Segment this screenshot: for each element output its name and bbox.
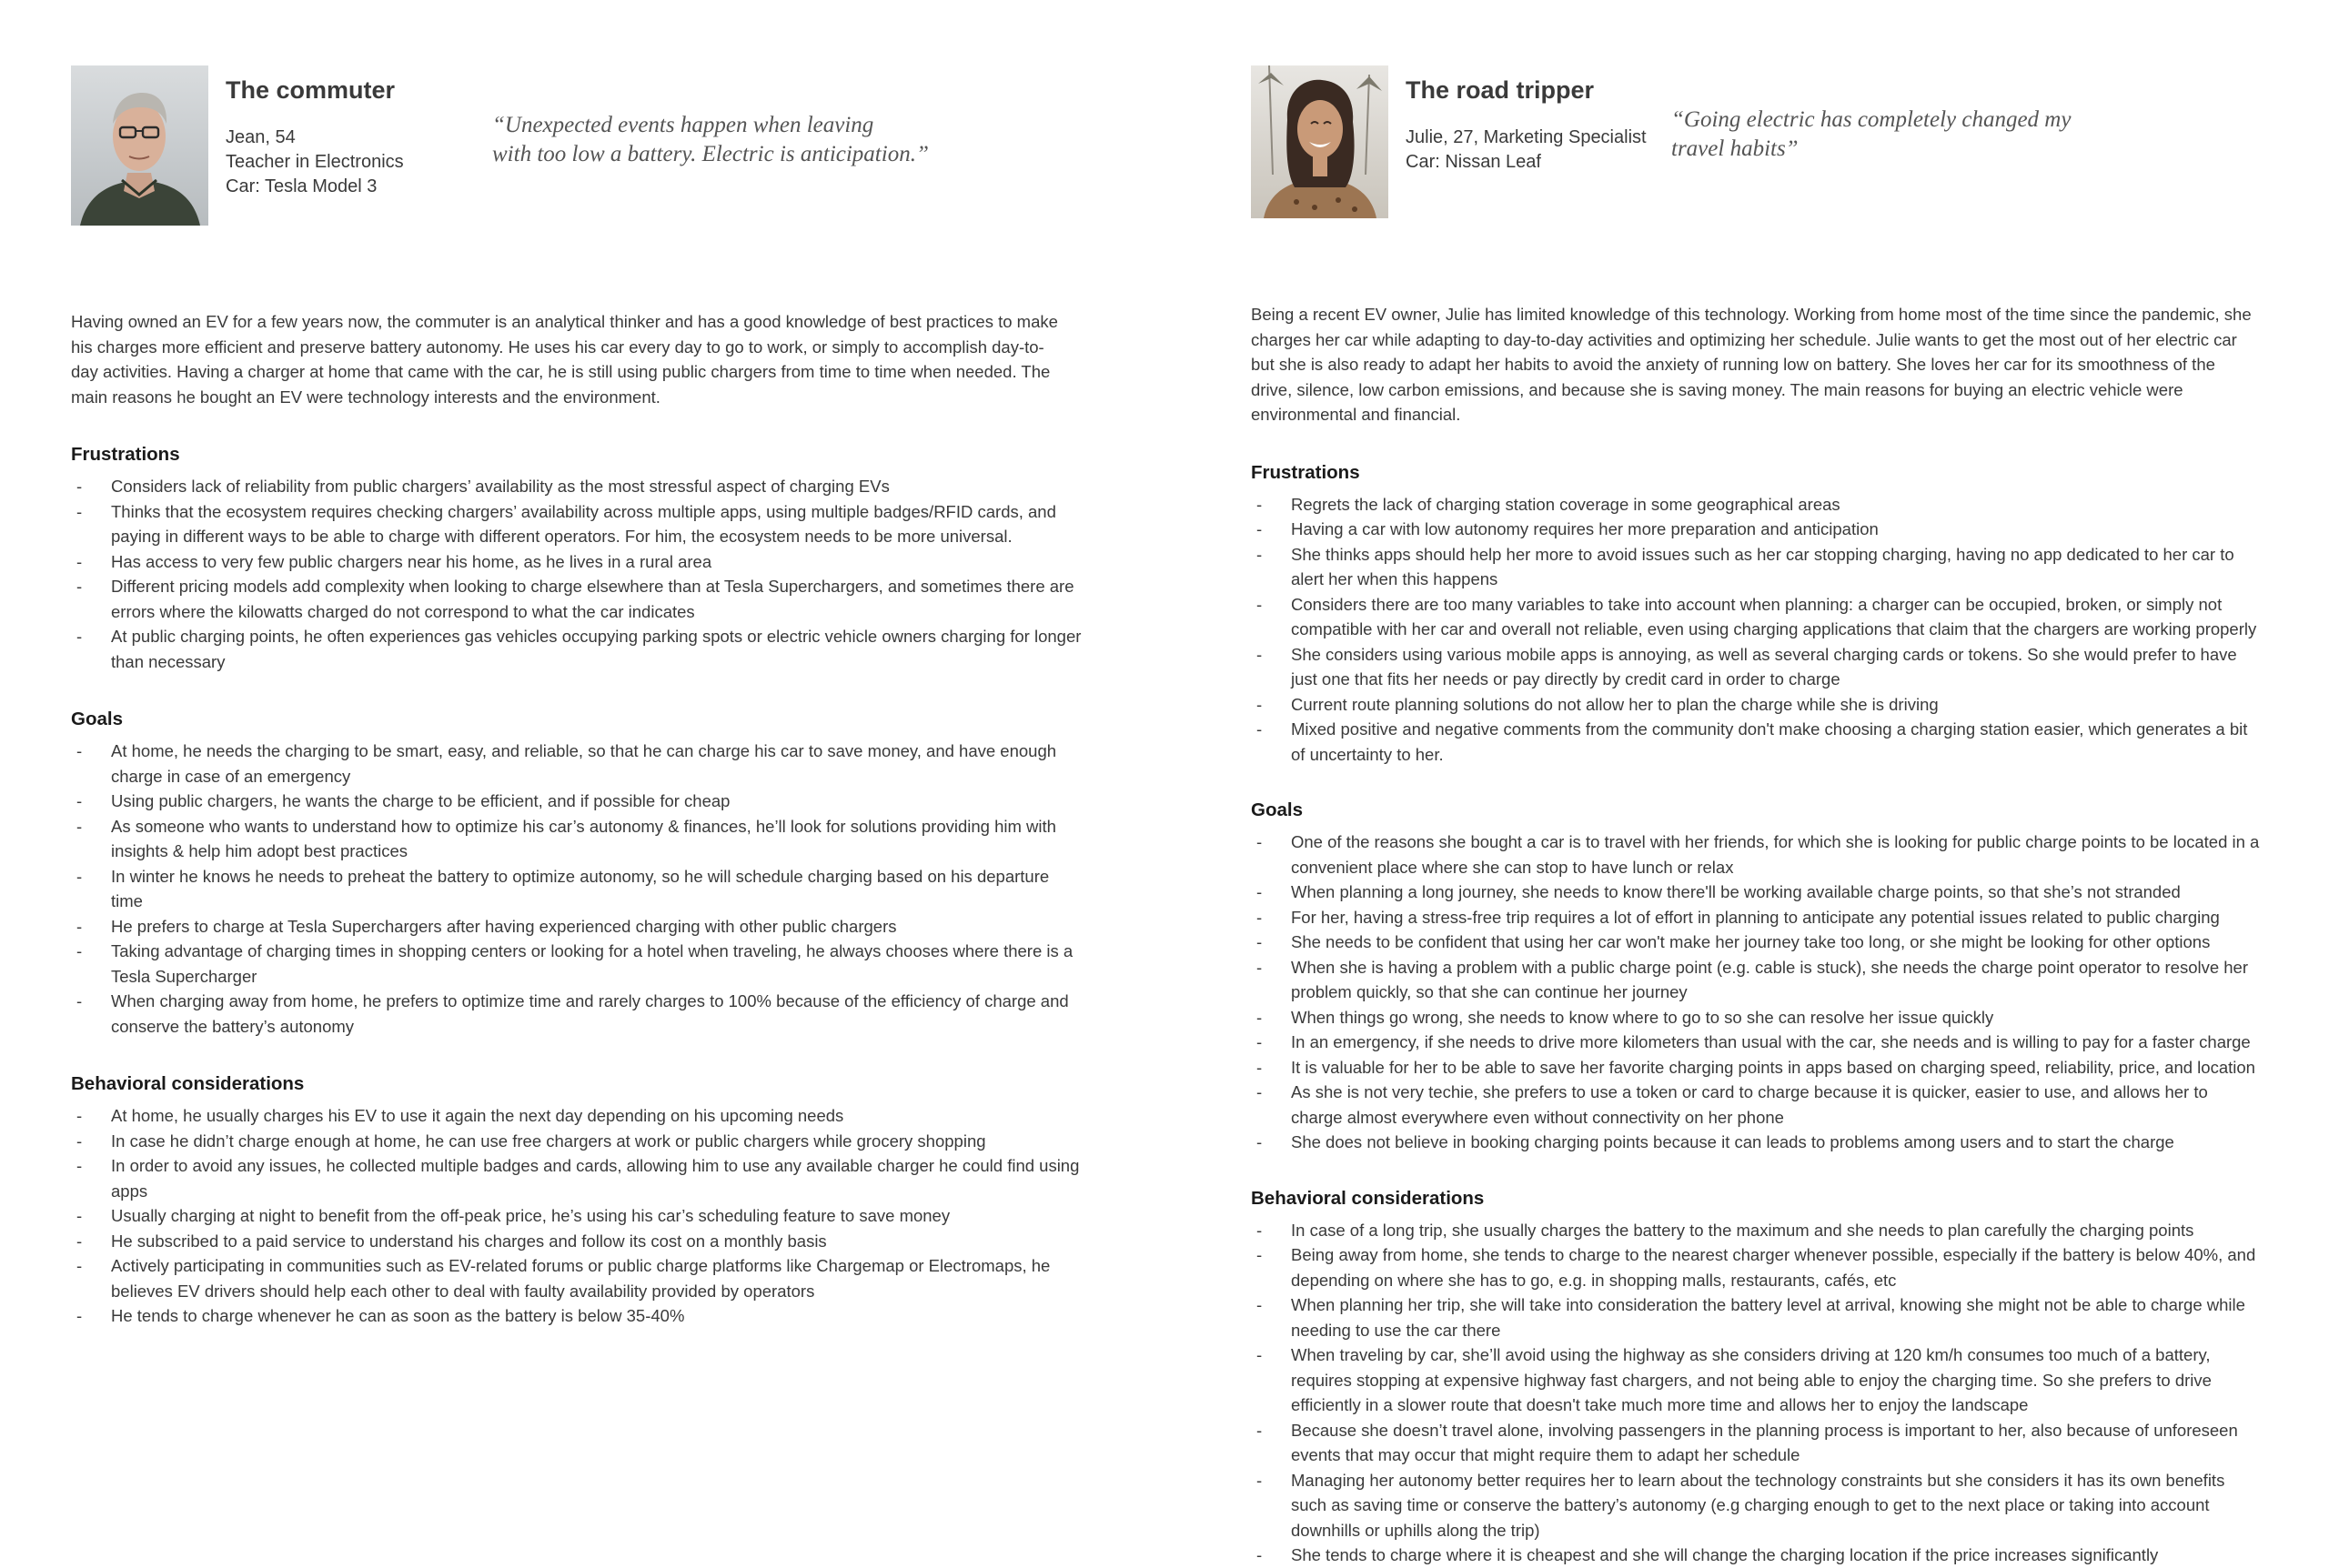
list-item: - Usually charging at night to benefit from the off-peak price, he’s using his car’s scheduling feature to save money — [71, 1203, 1083, 1229]
portrait-man-image — [71, 65, 208, 226]
list-item: - At home, he needs the charging to be smart, easy, and reliable, so that he can charge his car to save money, and have enough charge in case of an emergency — [71, 739, 1083, 789]
list-item: - For her, having a stress-free trip requires a lot of effort in planning to anticipate any potential issues related to public charging — [1251, 905, 2263, 930]
list-item: - One of the reasons she bought a car is to travel with her friends, for which she is looking for public charge points to be located in a convenient place where she can stop to have lunch or relax — [1251, 829, 2263, 879]
list-item: - Taking advantage of charging times in shopping centers or looking for a hotel when traveling, he always chooses where there is a Tesla Supercharger — [71, 939, 1083, 989]
goals-list — [71, 739, 1083, 1039]
persona-name-age-occupation: Julie, 27, Marketing Specialist — [1406, 127, 1647, 147]
list-item: - She tends to charge where it is cheapest and she will change the charging location if the price increases significantly — [1251, 1543, 2263, 1568]
list-item: - Current route planning solutions do not allow her to plan the charge while she is driving — [1251, 692, 2263, 718]
frustrations-list — [71, 474, 1083, 674]
persona-meta — [1406, 126, 1647, 175]
list-item: - Managing her autonomy better requires her to learn about the technology constraints but she considers it has its own benefits such as saving time or conserve the battery’s autonomy (e.g charging enough to get to the next place or taking into account downhills or uphills along the trip) — [1251, 1468, 2263, 1543]
list-item: - Being away from home, she tends to charge to the nearest charger whenever possible, especially if the battery is below 40%, and depending on where she has to go, e.g. in shopping malls, restaurants, cafés, etc — [1251, 1242, 2263, 1292]
persona-title: The commuter — [226, 76, 396, 104]
persona-occupation: Teacher in Electronics — [226, 152, 404, 172]
persona-car: Car: Tesla Model 3 — [226, 176, 378, 196]
list-item: - In winter he knows he needs to preheat the battery to optimize autonomy, so he will schedule charging based on his departure time — [71, 864, 1083, 914]
goals-heading: Goals — [71, 709, 123, 729]
persona-title: The road tripper — [1406, 76, 1595, 104]
portrait-woman-image — [1251, 65, 1388, 218]
list-item: - Considers there are too many variables to take into account when planning: a charger can be occupied, broken, or simply not compatible with her car and overall not reliable, even using charging applications that claim that the chargers are working properly — [1251, 592, 2263, 642]
behavioral-list — [1251, 1218, 2263, 1568]
list-item: - She does not believe in booking charging points because it can leads to problems among users and to start the charge — [1251, 1130, 2263, 1155]
list-item: - She considers using various mobile apps is annoying, as well as several charging cards or tokens. So she would prefer to have just one that fits her needs or pay directly by credit card in order to charge — [1251, 642, 2263, 692]
quote-line: “Going electric has completely changed my — [1671, 107, 2072, 132]
goals-list — [1251, 829, 2263, 1155]
goals-heading: Goals — [1251, 799, 1303, 820]
frustrations-heading: Frustrations — [1251, 461, 1360, 483]
persona-meta — [226, 126, 404, 199]
persona-intro: Being a recent EV owner, Julie has limited knowledge of this technology. Working from home most of the time since the pandemic, she charges her car while adapting to day-to-day activities and optimizing her schedule. Julie wants to get the most out of her electric car but she is also ready to adapt her habits to avoid the anxiety of running low on battery. She loves her car for its smoothness of the drive, silence, low carbon emissions, and because she is saving money. The main reasons for buying an electric vehicle were environmental and financial. — [1251, 305, 2252, 424]
list-item: - When planning a long journey, she needs to know there'll be working available charge points, so that she’s not stranded — [1251, 879, 2263, 905]
list-item: - When charging away from home, he prefers to optimize time and rarely charges to 100% because of the efficiency of charge and conserve the battery’s autonomy — [71, 989, 1083, 1039]
list-item: - As she is not very techie, she prefers to use a token or card to charge because it is quicker, easier to use, and allows her to charge almost everywhere even without connectivity on her phone — [1251, 1080, 2263, 1130]
behavioral-heading: Behavioral considerations — [71, 1073, 305, 1094]
list-item: - She needs to be confident that using her car won't make her journey take too long, or she might be looking for other options — [1251, 930, 2263, 955]
persona-header — [1251, 65, 2263, 226]
persona-name-age: Jean, 54 — [226, 127, 296, 147]
persona-intro: Having owned an EV for a few years now, the commuter is an analytical thinker and has a good knowledge of best practices to make his charges more efficient and preserve battery autonomy. He uses his car every day to go to work, or simply to accomplish day-to-day activities. Having a charger at home that came with the car, he is still using public chargers from time to time when needed. The main reasons he bought an EV were technology interests and the environment. — [71, 312, 1058, 407]
persona-header — [71, 65, 1083, 226]
list-item: - Considers lack of reliability from public chargers’ availability as the most stressful aspect of charging EVs — [71, 474, 1083, 499]
list-item: - Thinks that the ecosystem requires checking chargers’ availability across multiple apps, using multiple badges/RFID cards, and paying in different ways to be able to charge with different operators. For him, the ecosystem needs to be more universal. — [71, 499, 1083, 549]
persona-photo — [1251, 65, 1388, 218]
list-item: - Regrets the lack of charging station coverage in some geographical areas — [1251, 492, 2263, 518]
behavioral-list — [71, 1103, 1083, 1329]
list-item: - It is valuable for her to be able to save her favorite charging points in apps based on charging speed, reliability, price, and location — [1251, 1055, 2263, 1081]
list-item: - When things go wrong, she needs to know where to go to so she can resolve her issue quickly — [1251, 1005, 2263, 1030]
persona-quote — [1671, 106, 2071, 164]
quote-line: travel habits” — [1671, 136, 1799, 161]
list-item: - In order to avoid any issues, he collected multiple badges and cards, allowing him to use any available charger he could find using apps — [71, 1153, 1083, 1203]
persona-photo — [71, 65, 208, 226]
persona-road-tripper — [1251, 65, 2263, 1568]
list-item: - At public charging points, he often experiences gas vehicles occupying parking spots or electric vehicle owners charging for longer than necessary — [71, 624, 1083, 674]
list-item: - He tends to charge whenever he can as soon as the battery is below 35-40% — [71, 1303, 1083, 1329]
quote-line: with too low a battery. Electric is anticipation.” — [492, 142, 929, 166]
list-item: - Because she doesn’t travel alone, involving passengers in the planning process is important to her, also because of unforeseen events that may occur that might require them to adapt her schedule — [1251, 1418, 2263, 1468]
list-item: - He subscribed to a paid service to understand his charges and follow its cost on a monthly basis — [71, 1229, 1083, 1254]
frustrations-heading: Frustrations — [71, 444, 180, 465]
list-item: - Having a car with low autonomy requires her more preparation and anticipation — [1251, 517, 2263, 542]
list-item: - When planning her trip, she will take into consideration the battery level at arrival, knowing she might not be able to charge while needing to use the car there — [1251, 1292, 2263, 1342]
list-item: - She thinks apps should help her more to avoid issues such as her car stopping charging, having no app dedicated to her car to alert her when this happens — [1251, 542, 2263, 592]
persona-car: Car: Nissan Leaf — [1406, 152, 1541, 172]
list-item: - When she is having a problem with a public charge point (e.g. cable is stuck), she needs the charge point operator to resolve her problem quickly, so that she can continue her journey — [1251, 955, 2263, 1005]
list-item: - As someone who wants to understand how to optimize his car’s autonomy & finances, he’ll look for solutions providing him with insights & help him adopt best practices — [71, 814, 1083, 864]
frustrations-list — [1251, 492, 2263, 768]
list-item: - In case he didn’t charge enough at home, he can use free chargers at work or public chargers while grocery shopping — [71, 1129, 1083, 1154]
list-item: - When traveling by car, she’ll avoid using the highway as she considers driving at 120 km/h consumes too much of a battery, requires stopping at expensive highway fast chargers, and not being able to enjoy the charging time. So she prefers to drive efficiently in a slower route that doesn't take much more time and allows her to enjoy the landscape — [1251, 1342, 2263, 1418]
persona-commuter — [71, 65, 1083, 1329]
list-item: - Actively participating in communities such as EV-related forums or public charge platforms like Chargemap or Electromaps, he believes EV drivers should help each other to deal with faulty availability provided by operators — [71, 1253, 1083, 1303]
list-item: - Mixed positive and negative comments from the community don't make choosing a charging station easier, which generates a bit of uncertainty to her. — [1251, 717, 2263, 767]
list-item: - Using public chargers, he wants the charge to be efficient, and if possible for cheap — [71, 789, 1083, 814]
list-item: - In case of a long trip, she usually charges the battery to the maximum and she needs to plan carefully the charging points — [1251, 1218, 2263, 1243]
list-item: - He prefers to charge at Tesla Superchargers after having experienced charging with other public chargers — [71, 914, 1083, 940]
persona-quote — [492, 111, 929, 169]
list-item: - Has access to very few public chargers near his home, as he lives in a rural area — [71, 549, 1083, 575]
quote-line: “Unexpected events happen when leaving — [492, 113, 874, 137]
list-item: - In an emergency, if she needs to drive more kilometers than usual with the car, she needs and is willing to pay for a faster charge — [1251, 1030, 2263, 1055]
list-item: - At home, he usually charges his EV to use it again the next day depending on his upcoming needs — [71, 1103, 1083, 1129]
list-item: - Different pricing models add complexity when looking to charge elsewhere than at Tesla Superchargers, and sometimes there are errors where the kilowatts charged do not correspond to what the car indicates — [71, 574, 1083, 624]
behavioral-heading: Behavioral considerations — [1251, 1187, 1485, 1209]
